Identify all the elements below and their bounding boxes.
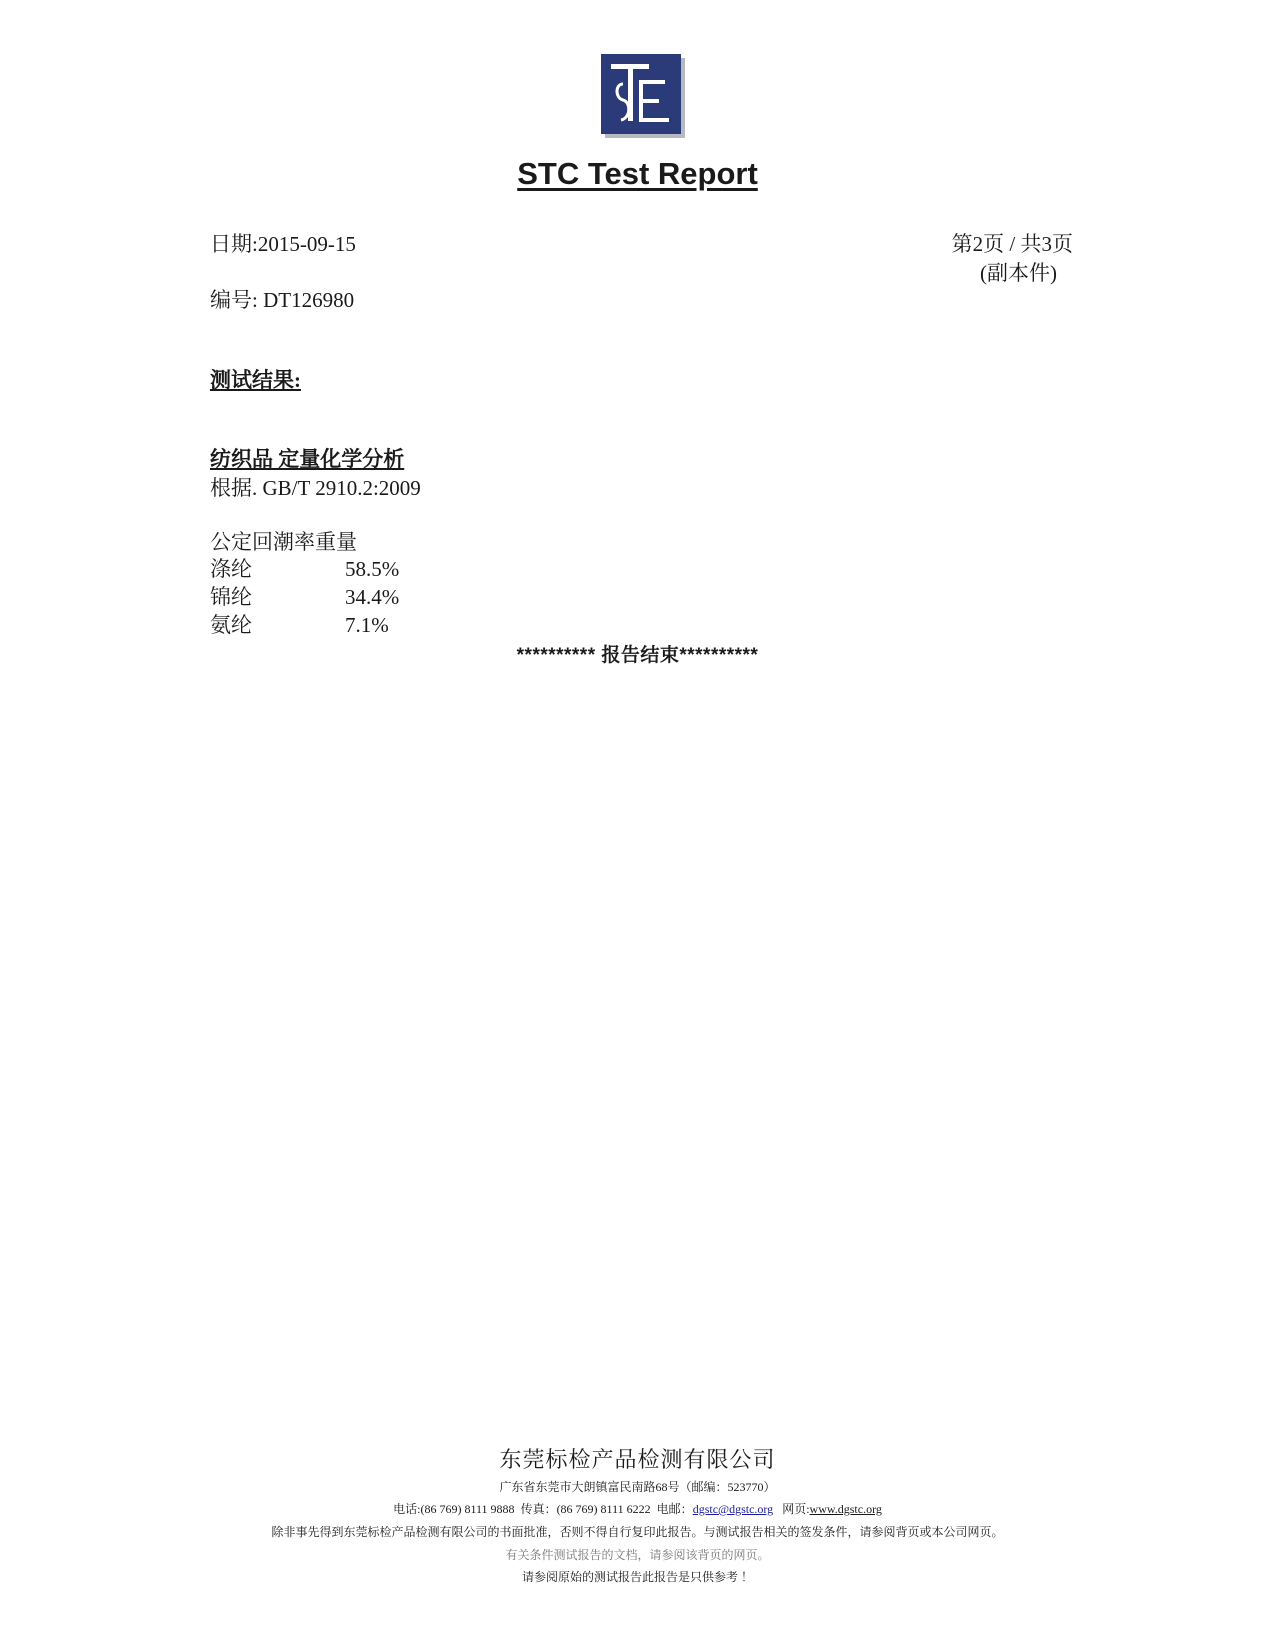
footer-website-link[interactable]: www.dgstc.org [809,1502,882,1516]
footer-email-link[interactable]: dgstc@dgstc.org [692,1502,774,1516]
fiber-row [210,611,530,639]
page-info: 第2页 / 共3页 [951,232,1073,256]
footer-website-label: 网页: [782,1502,810,1516]
fiber-name: 氨纶 [210,613,252,637]
results-heading: 测试结果: [210,368,301,392]
fiber-name: 锦纶 [210,585,252,609]
footer-contact [0,1500,1275,1517]
footer-company: 东莞标检产品检测有限公司 [499,1447,776,1472]
test-standard: 根据. GB/T 2910.2:2009 [210,476,421,500]
fiber-name: 涤纶 [210,557,252,581]
fiber-value: 34.4% [345,585,400,609]
footer-email-label: 电邮： [656,1502,693,1516]
analysis-title: 纺织品 定量化学分析 [210,447,405,471]
copy-note: (副本件) [980,261,1057,285]
basis-label: 公定回潮率重量 [210,530,357,554]
fiber-value: 7.1% [345,613,389,637]
footer-disclaimer: 除非事先得到东莞标检产品检测有限公司的书面批准，否则不得自行复印此报告。与测试报告相关的签发条件，请参阅背页或本公司网页。 [271,1525,1004,1539]
report-title: STC Test Report [517,156,758,191]
report-date: 日期:2015-09-15 [210,232,356,256]
fiber-value: 58.5% [345,557,400,581]
footer-note: 有关条件测试报告的文档，请参阅该背页的网页。 [505,1548,770,1562]
fiber-row [210,555,530,583]
fiber-row [210,583,530,611]
company-logo [601,54,687,140]
footer-reference-note: 请参阅原始的测试报告此报告是只供参考 ！ [521,1570,753,1584]
end-of-report-marker: ********** 报告结束********** [516,645,759,666]
footer-phone: 电话:(86 769) 8111 9888 [393,1502,515,1516]
footer-address: 广东省东莞市大朗镇富民南路68号（邮编：523770） [499,1480,776,1494]
footer-fax: 传真：(86 769) 8111 6222 [520,1502,651,1516]
report-number: 编号: DT126980 [210,288,355,312]
